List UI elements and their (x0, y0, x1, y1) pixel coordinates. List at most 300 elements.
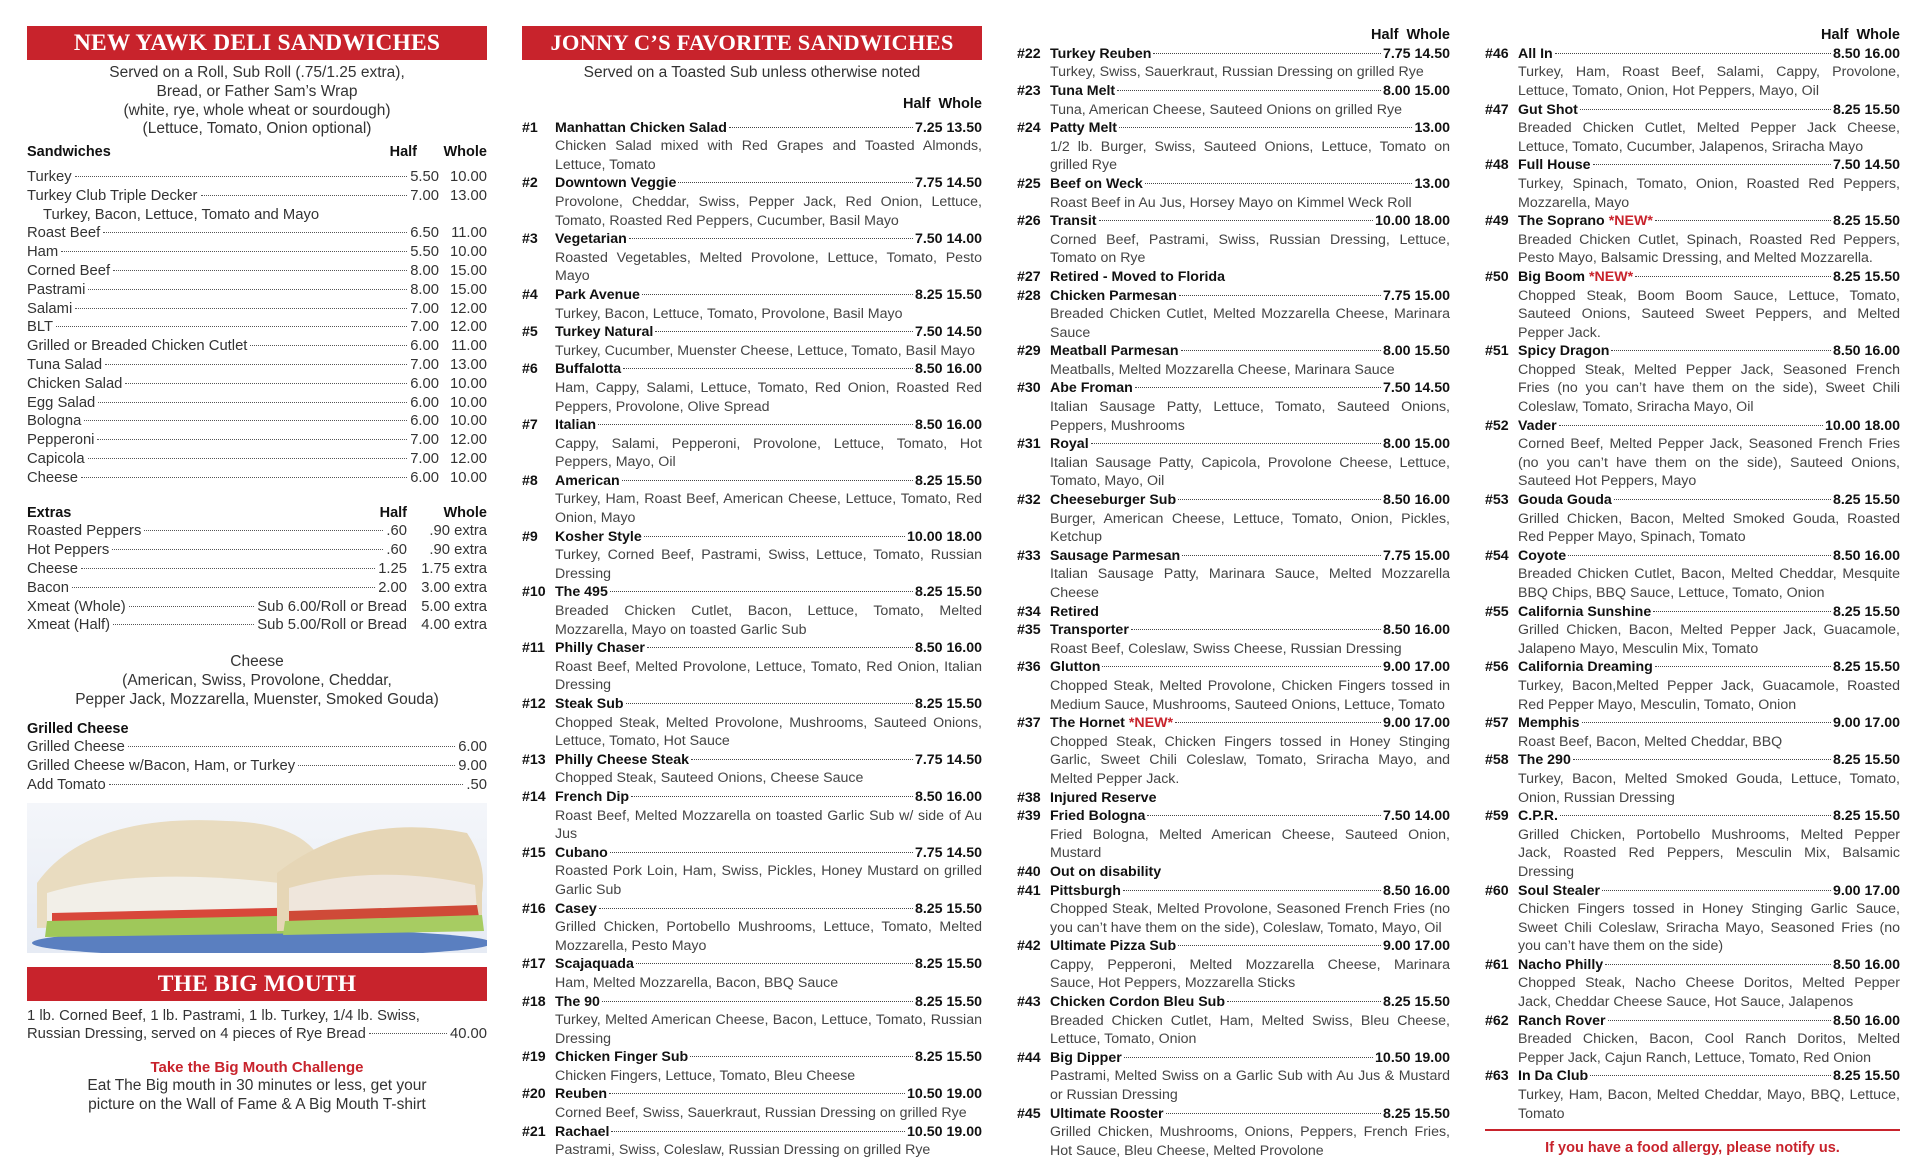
whole-price: 5.00 extra (421, 598, 487, 615)
item-title-row (1050, 435, 1450, 454)
menu-item (1017, 789, 1450, 808)
whole-price: 12.00 (449, 300, 487, 317)
dot-leader (81, 568, 375, 569)
dot-leader (1655, 220, 1831, 221)
item-description: Burger, American Cheese, Lettuce, Tomato, Onion, Pickles, Ketchup (1050, 510, 1450, 546)
item-title-row (1050, 1105, 1450, 1124)
item-body (1050, 547, 1450, 603)
grilled-cheese-title: Grilled Cheese (27, 720, 129, 737)
item-name: California Dreaming (1518, 659, 1653, 676)
item-body (1050, 212, 1450, 268)
item-number: #24 (1017, 120, 1041, 137)
item-body (1518, 45, 1900, 101)
item-price: 13.00 (1414, 175, 1450, 192)
dot-leader (88, 458, 408, 459)
item-price: 8.50 16.00 (1832, 956, 1900, 973)
item-number: #36 (1017, 659, 1041, 676)
dot-leader (611, 1131, 905, 1132)
item-number: #31 (1017, 436, 1041, 453)
item-prices (410, 300, 487, 319)
item-name: Out on disability (1050, 863, 1162, 880)
big-mouth-desc-2: Russian Dressing, served on 4 pieces of Rye Bread (27, 1026, 366, 1043)
dot-leader (1181, 350, 1381, 351)
dot-leader (610, 591, 913, 592)
menu-item (1017, 212, 1450, 268)
item-number: #7 (522, 417, 538, 434)
item-number: #34 (1017, 603, 1041, 620)
item-body (555, 751, 982, 788)
half-price: 6.00 (410, 394, 439, 411)
item-title-row (555, 788, 982, 807)
extra-name: Hot Peppers (27, 542, 110, 559)
dot-leader (599, 908, 913, 909)
menu-item (522, 751, 982, 788)
item-number: #14 (522, 788, 546, 805)
extra-name: Cheese (27, 560, 79, 577)
item-price: 10.00 18.00 (907, 528, 982, 545)
item-description: Chopped Steak, Melted Pepper Jack, Seasoned French Fries (no you can’t have them on the side), Sweet Chili Coleslaw, Tomato, Sriracha Mayo, Oil (1518, 361, 1900, 416)
menu-item (1485, 1067, 1900, 1123)
item-body (555, 174, 982, 230)
item-body (555, 323, 982, 360)
item-body (1518, 212, 1900, 268)
item-title-row (1050, 882, 1450, 901)
item-description: Turkey, Ham, Roast Beef, Salami, Cappy, Provolone, Lettuce, Tomato, Onion, Hot Peppers, Mayo, Oil (1518, 64, 1900, 99)
item-body (1050, 658, 1450, 714)
item-number: #10 (522, 584, 546, 601)
menu-item (1485, 714, 1900, 751)
item-name: Casey (555, 900, 597, 917)
item-description: Grilled Chicken, Mushrooms, Onions, Peppers, French Fries, Hot Sauce, Bleu Cheese, Melted Provolone (1050, 1124, 1450, 1159)
item-number: #30 (1017, 380, 1041, 397)
item-name: American (555, 472, 620, 489)
item-number: #25 (1017, 175, 1041, 192)
whole-price: 10.00 (449, 244, 487, 261)
item-title-row (1050, 993, 1450, 1012)
item-name: Reuben (555, 1086, 608, 1103)
new-badge: *NEW* (1589, 268, 1634, 285)
item-description: Meatballs, Melted Mozzarella Cheese, Marinara Sauce (1050, 361, 1395, 378)
menu-item (1017, 603, 1450, 622)
menu-item (522, 528, 982, 584)
item-number: #62 (1485, 1012, 1509, 1029)
item-name: Philly Cheese Steak (555, 751, 690, 768)
extra-prices (257, 598, 487, 617)
item-number: #15 (522, 844, 546, 861)
item-title-row (555, 1123, 982, 1142)
dot-leader (678, 182, 913, 183)
item-description: Turkey, Corned Beef, Pastrami, Swiss, Lettuce, Tomato, Russian Dressing (555, 547, 982, 582)
item-title-row (555, 844, 982, 863)
dot-leader (369, 1033, 447, 1034)
item-title-row (1518, 101, 1900, 120)
item-name: Kosher Style (555, 528, 642, 545)
item-number: #19 (522, 1049, 546, 1066)
deli-item (27, 394, 487, 413)
deli-item (27, 450, 487, 469)
item-name: Park Avenue (555, 286, 640, 303)
item-price: 8.50 16.00 (1382, 492, 1450, 509)
item-price: 8.25 15.50 (914, 584, 982, 601)
item-number: #8 (522, 472, 538, 489)
item-price: 8.25 15.50 (1832, 752, 1900, 769)
item-description: Breaded Chicken Cutlet, Melted Pepper Jack Cheese, Lettuce, Tomato, Cucumber, Jalapenos, Sriracha Mayo (1518, 120, 1900, 155)
dot-leader (112, 549, 383, 550)
item-description: Roast Beef, Melted Provolone, Lettuce, Tomato, Red Onion, Italian Dressing (555, 658, 982, 694)
item-body (555, 695, 982, 751)
item-prices (410, 337, 487, 356)
item-description: Corned Beef, Pastrami, Swiss, Russian Dressing, Lettuce, Tomato on Rye (1050, 231, 1450, 267)
item-prices (410, 356, 487, 375)
dot-leader (1175, 722, 1381, 723)
item-body (555, 230, 982, 286)
menu-item (522, 788, 982, 844)
dot-leader (1580, 109, 1831, 110)
dot-leader (642, 294, 913, 295)
item-name: Abe Froman (1050, 380, 1133, 397)
half-price: 7.00 (410, 187, 439, 204)
item-number: #11 (522, 640, 545, 657)
whole-price: 3.00 extra (421, 579, 487, 596)
item-body (1050, 342, 1450, 379)
item-title-row (555, 993, 982, 1012)
item-description: Pastrami, Melted Swiss on a Garlic Sub with Au Jus & Mustard or Russian Dressing (1050, 1068, 1450, 1104)
item-description: Chopped Steak, Melted Provolone, Seasoned French Fries (no you can’t have them on the side), Coleslaw, Tomato, Mayo, Oil (1050, 901, 1450, 936)
dot-leader (1102, 666, 1381, 667)
extra-name: Xmeat (Whole) (27, 598, 126, 615)
item-name: Scajaquada (555, 956, 634, 973)
dot-leader (1590, 1075, 1831, 1076)
dot-leader (1135, 387, 1381, 388)
menu-item (1485, 807, 1900, 881)
item-name: Corned Beef (27, 262, 111, 279)
menu-item (1017, 547, 1450, 603)
item-description: Chopped Steak, Melted Provolone, Chicken Fingers tossed in Medium Sauce, Mushrooms, Sauteed Onions, Lettuce, Tomato (1050, 677, 1450, 713)
item-title-row (1518, 491, 1900, 510)
sandwich-illustration (27, 803, 487, 953)
item-description: Pastrami, Swiss, Coleslaw, Russian Dressing on grilled Rye (555, 1142, 931, 1159)
item-description: Turkey, Spinach, Tomato, Onion, Roasted Red Peppers, Mozzarella, Mayo (1518, 175, 1900, 211)
item-title-row (555, 955, 982, 974)
item-prices (410, 450, 487, 469)
menu-item (1485, 156, 1900, 212)
item-number: #29 (1017, 343, 1041, 360)
item-body (1050, 807, 1450, 863)
item-number: #17 (522, 956, 546, 973)
extra-item (27, 598, 487, 617)
item-name: Cheese (27, 469, 79, 486)
item-body (1050, 491, 1450, 547)
half-price: 5.50 (410, 244, 439, 261)
item-price: 8.25 15.50 (914, 696, 982, 712)
item-price: 8.25 15.50 (1832, 101, 1900, 118)
menu-item (522, 1123, 982, 1160)
dot-leader (1611, 350, 1830, 351)
item-title-row (555, 900, 982, 919)
extra-prices (386, 522, 487, 541)
item-description: Cappy, Pepperoni, Melted Mozzarella Cheese, Marinara Sauce, Hot Peppers, Mozzarella Sticks (1050, 956, 1450, 992)
item-title-row (555, 751, 982, 770)
item-title-row (1518, 212, 1900, 231)
whole-price: 10.00 (449, 394, 487, 411)
item-body (1050, 268, 1450, 287)
item-title-row (1518, 714, 1900, 733)
item-name: Manhattan Chicken Salad (555, 119, 727, 136)
menu-item (522, 695, 982, 751)
grilled-name: Grilled Cheese (27, 739, 125, 756)
dot-leader (103, 232, 407, 233)
dot-leader (250, 345, 407, 346)
item-name: Chicken Finger Sub (555, 1049, 689, 1066)
menu-item (1017, 882, 1450, 938)
item-price: 13.00 (1414, 120, 1450, 137)
item-description: Turkey, Bacon, Melted Smoked Gouda, Lettuce, Tomato, Onion, Russian Dressing (1518, 770, 1900, 806)
item-number: #27 (1017, 268, 1041, 285)
item-number: #63 (1485, 1068, 1509, 1085)
sandwich-photo (27, 803, 487, 953)
dot-leader (75, 308, 407, 309)
deli-intro (27, 64, 487, 139)
item-title-row (555, 1048, 982, 1067)
item-description: Chicken Fingers, Lettuce, Tomato, Bleu Cheese (555, 1067, 856, 1084)
whole-price: 12.00 (449, 432, 487, 449)
item-title-row (1518, 547, 1900, 566)
item-title-row (555, 1085, 982, 1104)
half-price: 8.00 (410, 262, 439, 279)
item-name: Downtown Veggie (555, 175, 677, 192)
item-number: #54 (1485, 547, 1509, 564)
item-price: 9.00 17.00 (1382, 715, 1450, 732)
deli-item (27, 431, 487, 450)
half-price: 7.00 (410, 450, 439, 467)
item-body (1518, 751, 1900, 807)
item-body (1050, 379, 1450, 435)
menu-item (1017, 268, 1450, 287)
new-badge: *NEW* (1608, 213, 1653, 230)
item-title-row (1050, 807, 1450, 826)
item-name: Spicy Dragon (1518, 343, 1610, 360)
item-price: 8.25 15.50 (1832, 213, 1900, 230)
item-description: Italian Sausage Patty, Lettuce, Tomato, Sauteed Onions, Peppers, Mushrooms (1050, 399, 1450, 434)
item-name: Chicken Parmesan (1050, 287, 1177, 304)
grilled-item (27, 757, 487, 776)
item-description: 1/2 lb. Burger, Swiss, Sauteed Onions, Lettuce, Tomato on grilled Rye (1050, 138, 1450, 174)
item-price: 8.50 16.00 (1832, 547, 1900, 564)
item-title-row (555, 286, 982, 305)
deli-item (27, 224, 487, 243)
item-name: Capicola (27, 450, 85, 467)
dot-leader (1091, 443, 1381, 444)
extra-item (27, 579, 487, 598)
item-name: Sausage Parmesan (1050, 547, 1181, 564)
sandwiches-label: Sandwiches (27, 144, 111, 161)
item-description: Turkey, Bacon, Lettuce, Tomato, Provolone, Basil Mayo (555, 305, 903, 322)
item-title-row (1050, 547, 1450, 566)
item-body (1518, 807, 1900, 881)
item-price: 8.50 16.00 (914, 788, 982, 805)
item-description: Italian Sausage Patty, Marinara Sauce, Melted Mozzarella Cheese (1050, 566, 1450, 602)
grilled-price: 6.00 (458, 739, 487, 756)
dot-leader (98, 402, 407, 403)
dot-leader (97, 439, 407, 440)
item-title-row (1518, 603, 1900, 622)
dot-leader (644, 536, 905, 537)
item-price: 8.25 15.50 (1382, 994, 1450, 1011)
item-body (1050, 603, 1450, 622)
cheese-note-line: Pepper Jack, Mozzarella, Muenster, Smoked Gouda) (75, 690, 439, 708)
half-price: 6.50 (410, 225, 439, 242)
item-name: Turkey Natural (555, 324, 654, 341)
item-body (1050, 287, 1450, 343)
menu-item (1485, 212, 1900, 268)
item-title-row (555, 528, 982, 547)
dot-leader (1593, 164, 1831, 165)
extras-list (27, 522, 487, 635)
dot-leader (61, 251, 407, 252)
item-description: Breaded Chicken Cutlet, Bacon, Lettuce, Tomato, Melted Mozzarella, Mayo on toasted Garlic Sub (555, 603, 982, 638)
item-name: All In (1518, 45, 1553, 62)
grilled-name: Add Tomato (27, 776, 106, 793)
big-mouth-challenge-text (27, 1077, 487, 1115)
item-body (1518, 1012, 1900, 1068)
deli-item (27, 281, 487, 300)
dot-leader (1117, 90, 1381, 91)
item-number: #12 (522, 696, 546, 712)
item-title-row (1050, 1049, 1450, 1068)
item-prices (410, 469, 487, 488)
item-title-row (555, 230, 982, 249)
item-name: Bologna (27, 413, 82, 430)
item-number: #13 (522, 751, 546, 768)
item-name: In Da Club (1518, 1068, 1589, 1085)
item-price: 7.50 14.00 (1382, 808, 1450, 825)
dot-leader (105, 364, 407, 365)
half-price: 7.00 (410, 356, 439, 373)
menu-item (522, 174, 982, 230)
item-description: Grilled Chicken, Bacon, Melted Smoked Gouda, Roasted Red Pepper Mayo, Spinach, Tomato (1518, 510, 1900, 546)
whole-price: .90 extra (429, 523, 487, 540)
grilled-price: 9.00 (458, 758, 487, 775)
item-number: #4 (522, 286, 538, 303)
item-body (1050, 1049, 1450, 1105)
dot-leader (691, 759, 913, 760)
item-price: 7.50 14.50 (1382, 380, 1450, 397)
dot-leader (610, 852, 913, 853)
item-body (1050, 882, 1450, 938)
item-price: 8.50 16.00 (1832, 1012, 1900, 1029)
item-body (1050, 863, 1450, 882)
menu-item (522, 583, 982, 639)
half-price: 6.00 (410, 338, 439, 355)
item-price: 8.00 15.00 (1382, 436, 1450, 453)
dot-leader (1123, 890, 1381, 891)
dot-leader (1153, 53, 1380, 54)
item-description: Chopped Steak, Sauteed Onions, Cheese Sauce (555, 770, 864, 787)
item-title-row (1518, 417, 1900, 436)
menu-item (1017, 658, 1450, 714)
item-number: #20 (522, 1086, 546, 1103)
whole-price: 11.00 (451, 225, 487, 242)
dot-leader (1178, 499, 1381, 500)
item-name: The 290 (1518, 752, 1571, 769)
extra-item (27, 616, 487, 635)
item-prices (410, 431, 487, 450)
half-price: 6.00 (410, 375, 439, 392)
item-title-row (555, 695, 982, 714)
item-number: #58 (1485, 752, 1509, 769)
menu-item (1017, 937, 1450, 993)
item-title-row (1050, 714, 1450, 733)
item-title-row (555, 323, 982, 342)
item-number: #23 (1017, 82, 1041, 99)
dot-leader (113, 270, 407, 271)
dot-leader (129, 606, 255, 607)
item-name: The 495 (555, 584, 608, 601)
item-name: Buffalotta (555, 361, 622, 378)
deli-item (27, 375, 487, 394)
deli-item (27, 168, 487, 187)
menu-item (1017, 287, 1450, 343)
club-description: Turkey, Bacon, Lettuce, Tomato and Mayo (43, 206, 320, 223)
item-name: Royal (1050, 436, 1089, 453)
item-description: Provolone, Cheddar, Swiss, Pepper Jack, Red Onion, Lettuce, Tomato, Roasted Red Peppers, Cucumber, Basil Mayo (555, 193, 982, 229)
dot-leader (655, 331, 913, 332)
item-description: Turkey, Melted American Cheese, Bacon, Lettuce, Tomato, Russian Dressing (555, 1012, 982, 1047)
item-body (555, 1085, 982, 1122)
item-title-row (1050, 287, 1450, 306)
dot-leader (1605, 964, 1831, 965)
menu-item (1017, 342, 1450, 379)
item-name: Big Boom (1518, 268, 1585, 285)
deli-item (27, 356, 487, 375)
item-name: Injured Reserve (1050, 789, 1157, 806)
menu-item (1485, 491, 1900, 547)
item-body (555, 1048, 982, 1085)
dot-leader (144, 530, 383, 531)
item-name: Patty Melt (1050, 120, 1118, 137)
item-number: #57 (1485, 715, 1509, 732)
grilled-item (27, 776, 487, 795)
item-price: 8.00 15.00 (1382, 82, 1450, 99)
item-price: 7.75 15.00 (1382, 287, 1450, 304)
item-description: Breaded Chicken Cutlet, Melted Mozzarella Cheese, Marinara Sauce (1050, 306, 1450, 341)
menu-column-4 (1485, 26, 1900, 1158)
half-whole-header: Half Whole (1371, 27, 1450, 43)
dot-leader (629, 238, 913, 239)
item-body (1518, 491, 1900, 547)
extra-item (27, 541, 487, 560)
item-title-row (1050, 212, 1450, 231)
item-title-row (555, 119, 982, 138)
menu-item (522, 119, 982, 175)
item-price: 8.25 15.50 (914, 956, 982, 973)
item-name: Tuna Salad (27, 356, 103, 373)
item-prices (410, 281, 487, 300)
half-price: 2.00 (378, 579, 407, 596)
item-body (1050, 1105, 1450, 1161)
item-price: 7.25 13.50 (914, 119, 982, 136)
item-title-row (1518, 751, 1900, 770)
item-body (1050, 621, 1450, 658)
item-name: Memphis (1518, 715, 1580, 732)
dot-leader (1602, 890, 1831, 891)
half-label: Half (389, 144, 417, 161)
item-title-row (1518, 658, 1900, 677)
menu-item (1017, 807, 1450, 863)
item-body (555, 955, 982, 992)
intro-line: (Lettuce, Tomato, Onion optional) (142, 120, 372, 138)
item-description: Grilled Chicken, Portobello Mushrooms, Lettuce, Tomato, Melted Mozzarella, Pesto Mayo (555, 919, 982, 954)
